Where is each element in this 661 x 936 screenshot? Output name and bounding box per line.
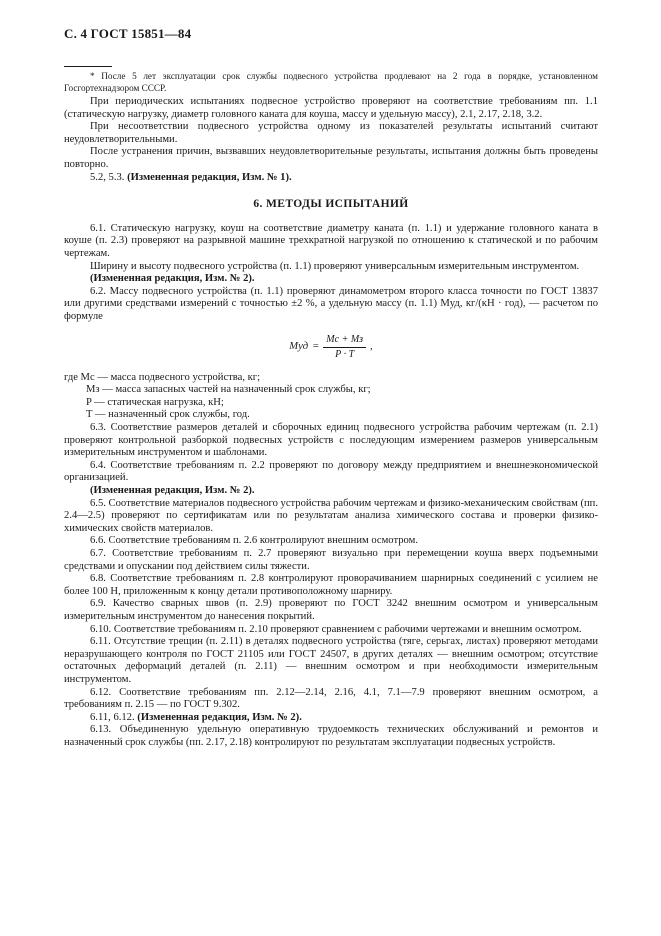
page-header: С. 4 ГОСТ 15851—84 <box>64 26 192 41</box>
amendment-note: (Измененная редакция, Изм. № 2). <box>137 711 302 723</box>
section-title: 6. МЕТОДЫ ИСПЫТАНИЙ <box>253 198 409 211</box>
formula-equals: = <box>312 341 320 353</box>
paragraph: 6.11. Отсутствие трещин (п. 2.11) в деталях подвесного устройства (тяге, серьгах, листах) проверяют методами неразрушающего контроля по ГОСТ 21105 или ГОСТ 24507, в других деталях — внешним осмотром; отсутствие остаточных деформаций деталей (п. 2.11) — внешним осмотром и при необходимости измерительным инструментом. <box>64 636 598 685</box>
clause-reference: 6.11, 6.12. <box>90 711 135 723</box>
paragraph: 6.2. Массу подвесного устройства (п. 1.1) проверяют динамометром второго класса точности по ГОСТ 13837 или другими средствами измерений с точностью ±2 %, а удельную массу (п. 1.1) Mуд, кг/(кН · год), — расчетом по формуле <box>64 285 598 322</box>
formula-lhs: Mуд <box>289 341 309 353</box>
document-body <box>64 66 598 750</box>
formula-tail: , <box>370 341 373 353</box>
paragraph: 6.4. Соответствие требованиям п. 2.2 проверяют по договору между предприятием и внешнеэкономической организацией. <box>64 459 598 484</box>
paragraph: Ширину и высоту подвесного устройства (п. 1.1) проверяют универсальным измерительным инструментом. <box>90 260 580 272</box>
paragraph: 6.3. Соответствие размеров деталей и сборочных единиц подвесного устройства рабочим чертежам (п. 2.1) проверяют контрольной разборкой подвесных устройств с последующим измерением размеров универсальным измерительным инструментом и шаблонами. <box>64 422 598 459</box>
footnote: * После 5 лет эксплуатации срок службы подвесного устройства продлевают на 2 года в порядке, установленном Госгортехнадзором СССР. <box>64 71 598 93</box>
amendment-note: (Измененная редакция, Изм. № 1). <box>127 171 292 183</box>
formula-denominator: P · T <box>335 349 355 361</box>
formula <box>64 334 598 362</box>
paragraph: При периодических испытаниях подвесное устройство проверяют на соответствие требованиям пп. 1.1 (статическую нагрузку, диаметр головного каната для коуша, массу и удельную массу), 2.1, 2.17, 2.18, 3.2. <box>64 96 598 120</box>
formula-numerator: Mc + Mз <box>323 334 366 349</box>
paragraph: 6.9. Качество сварных швов (п. 2.9) проверяют по ГОСТ 3242 внешним осмотром и универсальным измерительным инструментом до нанесения покрытий. <box>64 598 598 622</box>
paragraph <box>64 712 598 725</box>
paragraph: 6.13. Объединенную удельную оперативную трудоемкость технических обслуживаний и ремонтов и назначенный срок службы (пп. 2.17, 2.18) контролируют по результатам эксплуатации подвесных устройств. <box>64 724 598 748</box>
amendment-note: (Измененная редакция, Изм. № 2). <box>90 485 255 497</box>
definition-item: Mз — масса запасных частей на назначенный срок службы, кг; <box>86 384 371 396</box>
paragraph: После устранения причин, вызвавших неудовлетворительные результаты, испытания должны быть проведены повторно. <box>64 146 598 170</box>
clause-reference: 5.2, 5.3. <box>90 171 125 183</box>
paragraph: 6.6. Соответствие требованиям п. 2.6 контролируют внешним осмотром. <box>90 535 418 547</box>
footnote-rule <box>64 66 112 67</box>
definition-item: P — статическая нагрузка, кН; <box>86 396 224 408</box>
formula-fraction <box>323 334 366 362</box>
paragraph: 6.8. Соответствие требованиям п. 2.8 контролируют проворачиванием шарнирных соединений с усилием не более 100 Н, приложенным к концу детали противоположному шарниру. <box>64 573 598 597</box>
formula-definitions <box>64 372 598 422</box>
paragraph: 6.1. Статическую нагрузку, коуш на соответствие диаметру каната (п. 1.1) и удержание головного каната в коуше (п. 2.3) проверяют на разрывной машине трехкратной нагрузкой по отношению к статической и по рабочим чертежам. <box>64 222 598 259</box>
paragraph: 6.10. Соответствие требованиям п. 2.10 проверяют сравнением с рабочими чертежами и внешним осмотром. <box>90 623 582 635</box>
paragraph: 6.7. Соответствие требованиям п. 2.7 проверяют визуально при перемещении коуша вверх подъемными средствами и опускании под действием силы тяжести. <box>64 548 598 572</box>
amendment-note: (Измененная редакция, Изм. № 2). <box>90 273 255 285</box>
definition-item: где Mc — масса подвесного устройства, кг; <box>64 371 261 383</box>
paragraph <box>64 172 598 185</box>
paragraph: 6.5. Соответствие материалов подвесного устройства рабочим чертежам и физико-механическим свойствам (пп. 2.4—2.5) проверяют по сертификатам или по результатам анализа химического состава и проверки физико-химических свойств материалов. <box>64 497 598 534</box>
paragraph: 6.12. Соответствие требованиям пп. 2.12—2.14, 2.16, 4.1, 7.1—7.9 проверяют внешним осмотром, а требованиям п. 2.15 — по ГОСТ 9.302. <box>64 686 598 711</box>
paragraph: При несоответствии подвесного устройства одному из показателей результаты испытаний считают неудовлетворительными. <box>64 121 598 145</box>
definition-item: T — назначенный срок службы, год. <box>86 409 250 421</box>
